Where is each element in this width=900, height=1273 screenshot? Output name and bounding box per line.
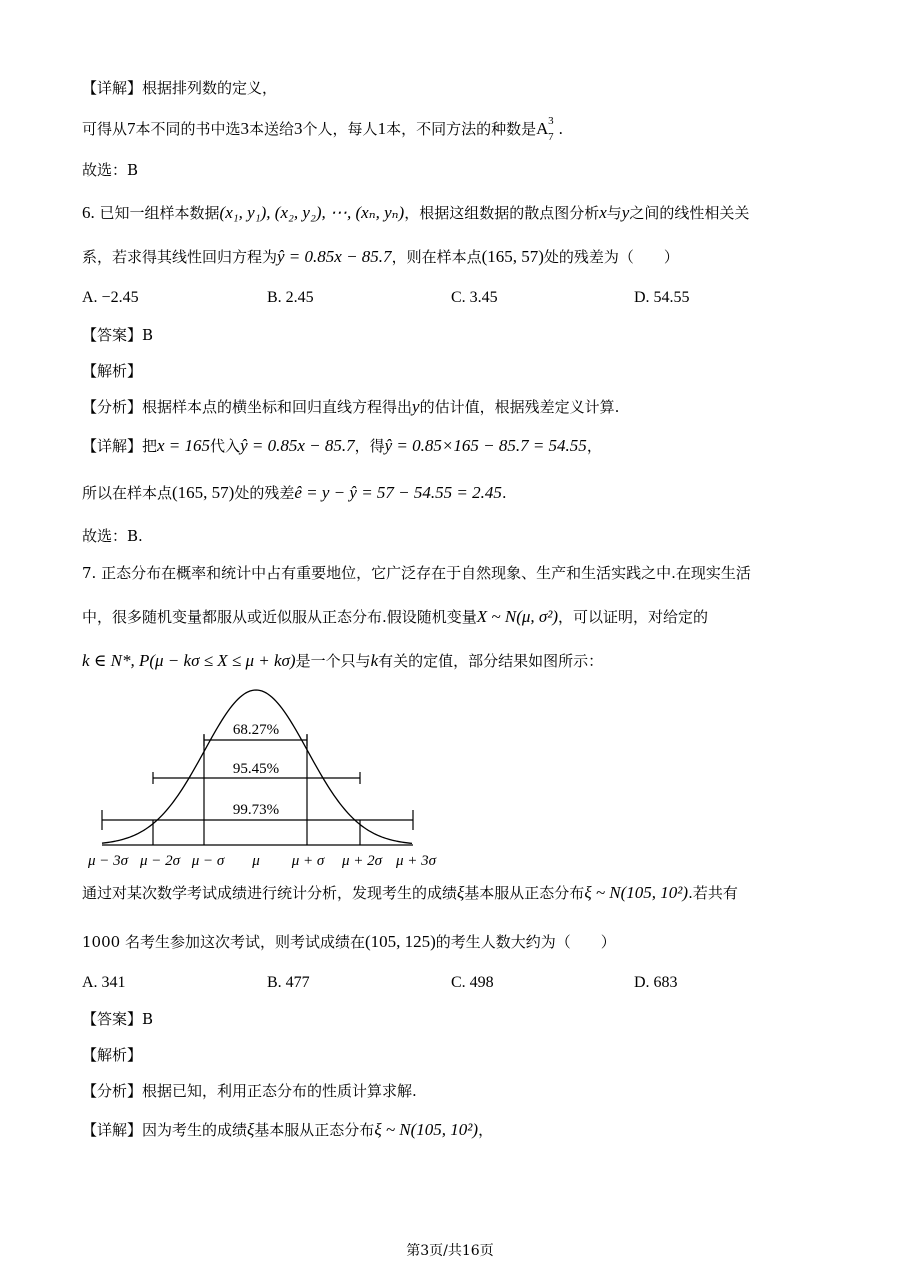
tick-label-mu-minus-3sigma: μ − 3σ	[87, 853, 129, 869]
tick-label-mu-plus-sigma: μ + σ	[291, 853, 325, 869]
q6-option-a: A. −2.45	[82, 289, 139, 306]
tick-label-mu-minus-sigma: μ − σ	[191, 853, 225, 869]
q7-body-line2: 1000 名考生参加这次考试，则考试成绩在(105, 125)的考生人数大约为（ ）	[82, 932, 616, 951]
band-label-95: 95.45%	[232, 761, 280, 777]
q6-detail: 【详解】把x = 165代入ŷ = 0.85x − 85.7，得ŷ = 0.85×165 − 85.7 = 54.55，	[82, 436, 602, 455]
q7-detail: 【详解】因为考生的成绩ξ基本服从正态分布ξ ~ N(105, 10²)，	[82, 1120, 494, 1139]
q6-analysis: 【解析】	[82, 362, 143, 380]
q7-analysis: 【解析】	[82, 1046, 143, 1064]
permutation-symbol: A 3 7	[536, 115, 554, 143]
tick-label-mu-minus-2sigma: μ − 2σ	[139, 853, 181, 869]
q7-answer: 【答案】B	[82, 1010, 154, 1028]
page-footer: 第3页/共16页	[406, 1243, 494, 1259]
tick-label-mu-plus-2sigma: μ + 2σ	[341, 853, 383, 869]
q7-fenxi: 【分析】根据已知，利用正态分布的性质计算求解.	[82, 1082, 417, 1100]
q6-answer: 【答案】B	[82, 326, 154, 344]
q6-option-c: C. 3.45	[451, 289, 498, 306]
q6-stem-line1: 6. 已知一组样本数据(x₁, y₁), (x₂, y₂), ⋯, (xₙ, yₙ)，根据这组数据的散点图分析x与y之间的线性相关关	[82, 203, 750, 222]
q6-fenxi: 【分析】根据样本点的横坐标和回归直线方程得出y的估计值，根据残差定义计算.	[82, 397, 620, 416]
q7-stem-line1: 7. 正态分布在概率和统计中占有重要地位，它广泛存在于自然现象、生产和生活实践之中.在现实生活	[82, 564, 751, 582]
q6-choice: 故选：B.	[82, 527, 143, 545]
q7-option-a: A. 341	[82, 974, 126, 991]
tick-label-mu: μ	[252, 853, 260, 869]
q7-body-line1: 通过对某次数学考试成绩进行统计分析，发现考生的成绩ξ基本服从正态分布ξ ~ N(105, 10²).若共有	[82, 883, 738, 902]
band-label-68: 68.27%	[232, 722, 280, 738]
band-label-99: 99.73%	[232, 802, 280, 818]
q6-option-d: D. 54.55	[634, 289, 690, 306]
q7-option-b: B. 477	[267, 974, 310, 991]
normal-distribution-figure	[80, 680, 460, 870]
q7-stem-line2: 中，很多随机变量都服从或近似服从正态分布.假设随机变量X ~ N(μ, σ²)，可以证明，对给定的	[82, 607, 709, 626]
q7-option-c: C. 498	[451, 974, 494, 991]
tick-label-mu-plus-3sigma: μ + 3σ	[395, 853, 437, 869]
q5-choice: 故选：B	[82, 161, 139, 179]
q6-option-b: B. 2.45	[267, 289, 314, 306]
q5-detail-line2: 可得从7本不同的书中选3本送给3个人，每人1本，不同方法的种数是A 3 7 .	[82, 115, 564, 143]
q6-stem-line2: 系，若求得其线性回归方程为ŷ = 0.85x − 85.7，则在样本点(165, 57)处的残差为（ ）	[82, 247, 679, 266]
q7-stem-line3: k ∈ N*, P(μ − kσ ≤ X ≤ μ + kσ)是一个只与k有关的定值，部分结果如图所示：	[82, 651, 604, 670]
q5-detail: 【详解】根据排列数的定义，	[82, 79, 278, 97]
q6-residual: 所以在样本点(165, 57)处的残差ê = y − ŷ = 57 − 54.55 = 2.45.	[82, 483, 507, 502]
q7-option-d: D. 683	[634, 974, 678, 991]
